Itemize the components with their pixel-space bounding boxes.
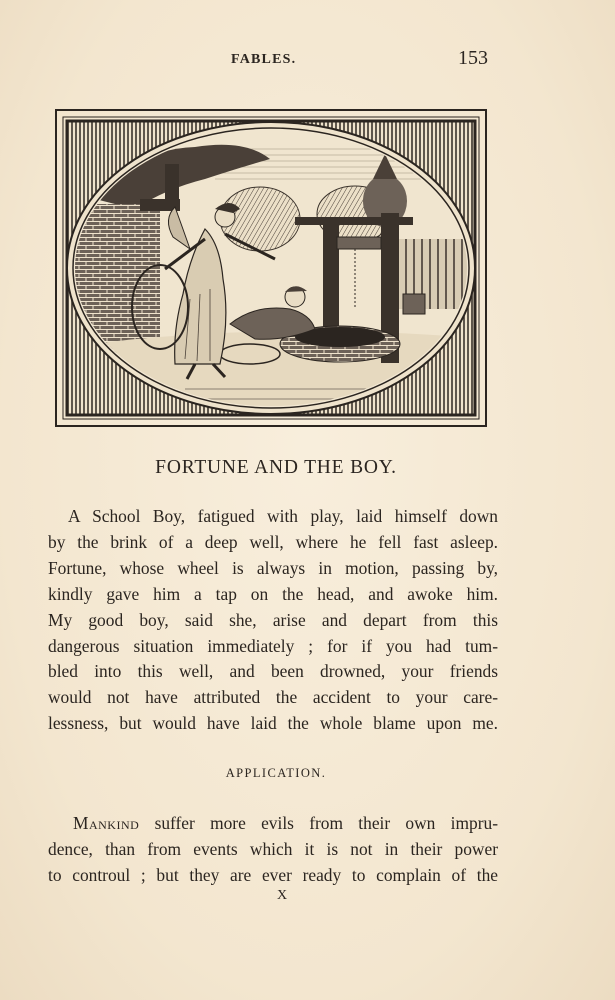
fable-title: FORTUNE AND THE BOY. (155, 457, 397, 478)
application-first-word: Mankind (73, 813, 140, 833)
fable-line: would not have attributed the accident to your care- (48, 687, 498, 708)
fable-line: dangerous situation immediately ; for if you had tum- (48, 635, 498, 656)
application-line (48, 811, 498, 837)
fable-body (48, 504, 498, 737)
application-line: to controul ; but they are ever ready to complain of the (48, 864, 498, 885)
application-body (48, 811, 498, 889)
fable-line: A School Boy, fatigued with play, laid himself down (68, 506, 498, 526)
fable-line: Fortune, whose wheel is always in motion, passing by, (48, 557, 498, 578)
fable-line: bled into this well, and been drowned, your friends (48, 661, 498, 682)
page-number: 153 (458, 47, 488, 69)
fable-line: kindly gave him a tap on the head, and awoke him. (48, 583, 498, 604)
fable-line: My good boy, said she, arise and depart from this (48, 609, 498, 630)
application-heading: APPLICATION. (225, 766, 327, 780)
signature-mark: X (277, 888, 288, 903)
fable-line: by the brink of a deep well, where he fell fast asleep. (48, 531, 498, 552)
application-line: dence, than from events which it is not in their power (48, 838, 498, 859)
application-first-line-rest: suffer more evils from their own impru- (139, 813, 498, 833)
fable-line: lessness, but would have laid the whole blame upon me. (48, 713, 498, 734)
woodcut-illustration (55, 109, 487, 427)
running-head: FABLES. (231, 52, 297, 67)
